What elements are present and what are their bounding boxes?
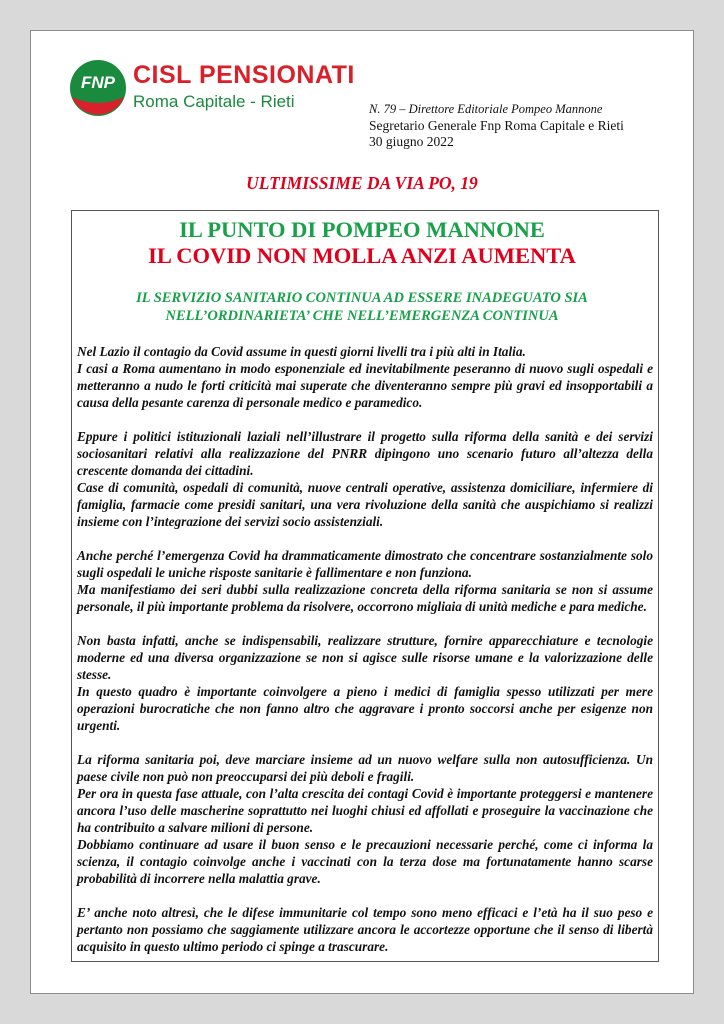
article-title-line2: IL COVID NON MOLLA ANZI AUMENTA [148, 243, 576, 268]
fnp-cisl-logo [69, 59, 355, 117]
paragraph: Per ora in questa fase attuale, con l’alta crescita dei contagi Covid è importante proteggersi e mantenere ancora l’uso delle mascherine soprattutto nei luoghi chiusi ed affollati e proseguire la vaccinazione che ha contribuito a salvare milioni di persone. [77, 786, 653, 835]
issue-meta [369, 101, 624, 151]
paragraph: In questo quadro è importante coinvolgere a pieno i medici di famiglia spesso utilizzati per mere operazioni burocratiche che non fanno altro che aggravare i pronto soccorsi anche per esigenze non urgenti. [77, 684, 653, 733]
issue-line: N. 79 – Direttore Editoriale Pompeo Mannone [369, 102, 603, 116]
secretary-line: Segretario Generale Fnp Roma Capitale e Rieti [369, 117, 624, 133]
fnp-logo-icon [69, 59, 127, 117]
brand-name: CISL PENSIONATI [133, 61, 355, 89]
paragraph: Ma manifestiamo dei seri dubbi sulla realizzazione concreta della riforma sanitaria se non si assume personale, il più importante problema da risolvere, occorrono migliaia di unità mediche e para mediche. [77, 582, 653, 614]
paragraph: Eppure i politici istituzionali laziali nell’illustrare il progetto sulla riforma della sanità e dei servizi sociosanitari relativi alla realizzazione del PNRR dipingono uno scenario futuro all’altezza della crescente domanda dei cittadini. [77, 429, 653, 478]
paragraph: Non basta infatti, anche se indispensabili, realizzare strutture, fornire apparecchiature e tecnologie moderne ed una diversa organizzazione se non si agisce sulle risorse umane e la valorizzazione delle stesse. [77, 633, 653, 682]
brand-region: Roma Capitale - Rieti [133, 92, 295, 111]
document-page [30, 30, 694, 994]
fnp-logo-text: FNP [81, 73, 115, 92]
kicker-heading: ULTIMISSIME DA VIA PO, 19 [246, 173, 478, 193]
paragraph: Anche perché l’emergenza Covid ha drammaticamente dimostrato che concentrare sostanzialmente solo sugli ospedali le uniche risposte sanitarie è fallimentare e non funziona. [77, 548, 653, 580]
article-title-line1: IL PUNTO DI POMPEO MANNONE [179, 217, 545, 242]
paragraph: La riforma sanitaria poi, deve marciare insieme ad un nuovo welfare sulla non autosufficienza. Un paese civile non può non preoccuparsi dei più deboli e fragili. [77, 752, 653, 784]
article-subtitle: IL SERVIZIO SANITARIO CONTINUA AD ESSERE INADEGUATO SIA NELL’ORDINARIETA’ CHE NELL’EMERGENZA CONTINUA [136, 290, 588, 324]
paragraph: I casi a Roma aumentano in modo esponenziale ed inevitabilmente peseranno di nuovo sugli ospedali e metteranno a nudo le forti criticità mai superate che diventeranno sempre più gravi ed insopportabili a causa della pesante carenza di personale medico e paramedico. [77, 361, 653, 410]
article-body [77, 343, 653, 955]
date-line: 30 giugno 2022 [369, 134, 454, 149]
paragraph: Case di comunità, ospedali di comunità, nuove centrali operative, assistenza domiciliare, infermiere di famiglia, farmacie come presidi sanitari, una vera rivoluzione della sanità che auspichiamo si realizzi insieme con l’integrazione dei servizi socio assistenziali. [77, 480, 653, 529]
paragraph: Dobbiamo continuare ad usare il buon senso e le precauzioni necessarie perché, come ci informa la scienza, il contagio coinvolge anche i vaccinati con la terza dose ma fortunatamente hanno scarse probabilità di incorrere nella malattia grave. [77, 837, 653, 886]
paragraph: Nel Lazio il contagio da Covid assume in questi giorni livelli tra i più alti in Italia. [77, 344, 526, 359]
paragraph: E’ anche noto altresì, che le difese immunitarie col tempo sono meno efficaci e l’età ha il suo peso e pertanto non possiamo che saggiamente utilizzare ancora le accortezze opportune che il senso di libertà acquisito in questo ultimo periodo ci spinge a trascurare. [77, 905, 653, 954]
